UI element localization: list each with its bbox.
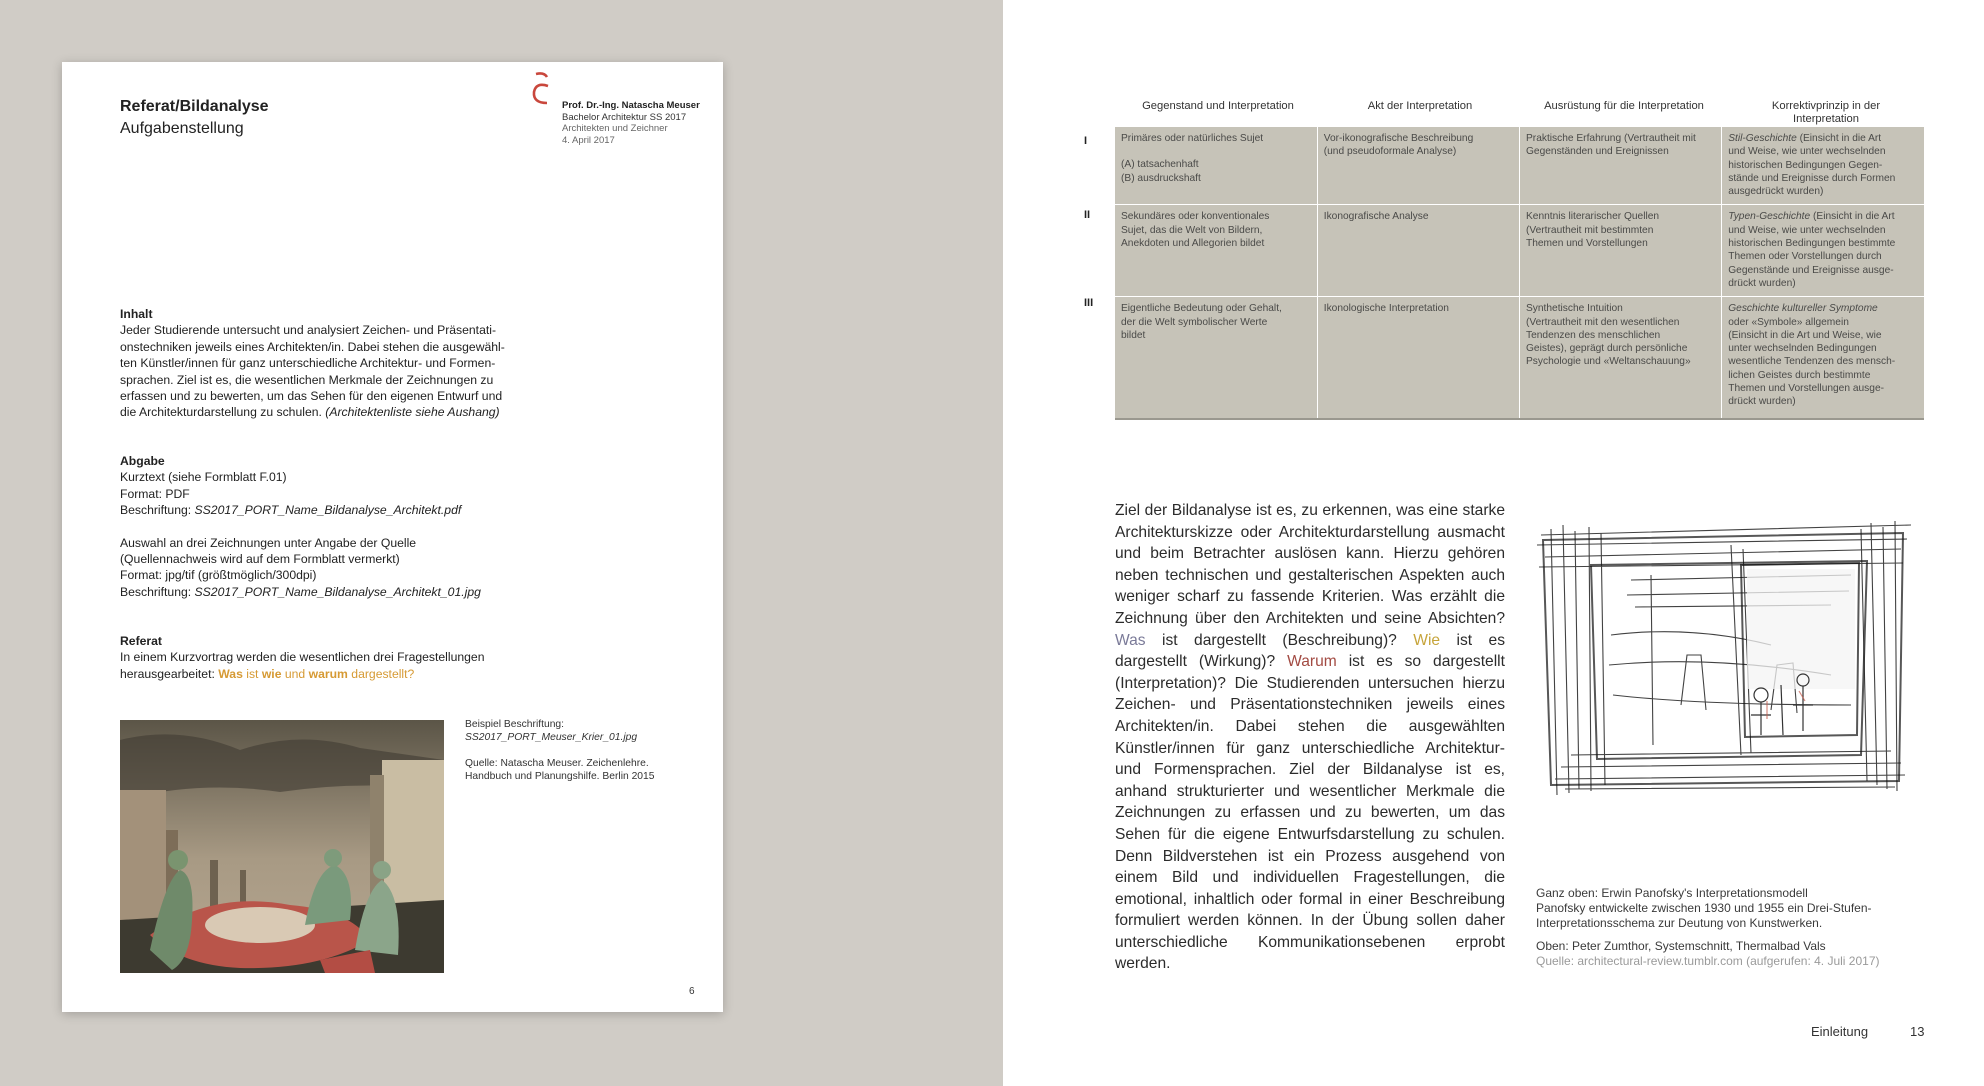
body-text-part: ist dargestellt (Beschreibung)? <box>1162 631 1397 649</box>
table-header <box>1523 100 1725 113</box>
cell-line: (Vertrautheit mit den wesentlichen <box>1526 316 1680 328</box>
keyword-wie: Wie <box>1413 631 1441 649</box>
question-wie: wie <box>261 666 282 681</box>
page-subtitle: Aufgabenstellung <box>120 120 244 137</box>
cell-line: lichen Geistes durch bestimmte <box>1728 369 1871 381</box>
table-header <box>1320 100 1520 113</box>
header-line: Interpretation <box>1793 113 1859 125</box>
cell-line: Geistes), geprägt durch persönliche <box>1526 343 1688 355</box>
example-label: Beispiel Beschriftung: <box>465 719 565 730</box>
table-cell <box>1520 297 1722 419</box>
abgabe-line: Format: PDF <box>120 486 190 501</box>
cell-line: drückt wurden) <box>1728 396 1796 408</box>
inhalt-line: ten Künstler/innen für ganz unterschiedliche Architektur- und Formen- <box>120 356 496 371</box>
cell-line: Vor-ikonografische Beschreibung <box>1323 133 1474 144</box>
figure-caption <box>1536 886 1880 969</box>
cell-line: (Einsicht in die Art <box>1810 211 1895 223</box>
inhalt-line: Jeder Studierende untersucht und analysiert Zeichen- und Präsentati- <box>120 323 497 338</box>
page-title: Referat/Bildanalyse <box>120 98 269 115</box>
keyword-was: Was <box>1115 631 1146 649</box>
cell-line: stände und Ereignisse durch Formen <box>1728 172 1896 184</box>
table-row <box>1115 205 1924 297</box>
abgabe-line: Kurztext (siehe Formblatt F.01) <box>120 470 287 485</box>
section-referat <box>120 633 484 682</box>
cell-term: Geschichte kultureller Symptome <box>1728 303 1878 315</box>
header-line: Ausrüstung für die Interpretation <box>1544 100 1704 112</box>
question-was: Was <box>218 666 243 681</box>
cell-line: Praktische Erfahrung (Vertrautheit mit <box>1526 133 1696 144</box>
cell-line: oder «Symbole» allgemein <box>1728 316 1849 328</box>
header-course: Bachelor Architektur SS 2017 <box>562 111 687 123</box>
cell-line: Synthetische Intuition <box>1526 303 1623 315</box>
table-header <box>1118 100 1318 113</box>
table-cell <box>1722 127 1924 205</box>
cell-line: Sujet, das die Welt von Bildern, <box>1121 224 1263 236</box>
panofsky-table <box>1115 127 1924 420</box>
header-line: Gegenstand und Interpretation <box>1142 100 1294 112</box>
table-cell <box>1722 297 1924 419</box>
cell-line: (und pseudoformale Analyse) <box>1323 146 1457 158</box>
example-painting <box>120 720 444 973</box>
caption-line: Ganz oben: Erwin Panofsky's Interpretationsmodell <box>1536 886 1808 900</box>
header-line: Akt der Interpretation <box>1367 100 1473 112</box>
cell-term: Stil-Geschichte <box>1728 133 1797 144</box>
row-numeral: II <box>1084 209 1091 221</box>
zumthor-sketch <box>1531 505 1913 805</box>
cell-line: Themen und Vorstellungen <box>1526 238 1648 250</box>
cell-line: ausgedrückt wurden) <box>1728 186 1824 198</box>
inhalt-line: sprachen. Ziel ist es, die wesentlichen Merkmale der Zeichnungen zu <box>120 372 494 387</box>
inhalt-heading: Inhalt <box>120 307 153 321</box>
cell-line: Primäres oder natürliches Sujet <box>1121 133 1264 144</box>
caption-source: Quelle: architectural-review.tumblr.com (aufgerufen: 4. Juli 2017) <box>1536 954 1880 968</box>
keyword-warum: Warum <box>1287 653 1337 671</box>
logo-icon <box>530 72 552 108</box>
abgabe-line: (Quellennachweis wird auf dem Formblatt vermerkt) <box>120 552 400 567</box>
referat-line: In einem Kurzvortrag werden die wesentlichen drei Fragestellungen <box>120 650 485 665</box>
cell-line: Ikonologische Interpretation <box>1323 303 1449 315</box>
caption-line: Interpretationsschema zur Deutung von Kunstwerken. <box>1536 916 1823 930</box>
inhalt-line: onstechniken jeweils eines Architekten/in. Dabei stehen die ausgewähl- <box>120 339 505 354</box>
table-cell <box>1115 205 1317 297</box>
cell-line: unter wechselnden Bedingungen <box>1728 343 1877 355</box>
body-text-part: ist es so dargestellt (Interpretation)? Die Studierenden untersuchen hierzu Zeichen- und Präsentationstechniken jeweils eines Architekten/in. Dabei stehen die ausgewählten Künstler/innen für ganz unterschiedliche Architektur- und Formensprachen. Ziel der Bildanalyse ist es, anhand strukturierter und wesentlicher Merkmale die Zeichnungen zu erfassen und zu bewerten, um das Sehen für die eigene Entwurfsdarstellung zu schulen. Denn Bildverstehen ist ein Prozess ausgehend von einem Bild und individuellen Fragestellungen, die emotional, inhaltlich oder formal in einer Beschreibung formuliert werden können. In der Übung sollen daher unterschiedliche Kommunikationsebenen erprobt werden. <box>1115 653 1505 973</box>
document-sheet <box>62 62 723 1012</box>
table-cell <box>1317 127 1519 205</box>
cell-line: (Einsicht in die Art und Weise, wie <box>1728 329 1882 341</box>
body-text-part: Ziel der Bildanalyse ist es, zu erkennen, was eine starke Architekturskizze oder Architekturdarstellung ausmacht und beim Betrachter auslösen kann. Hierzu gehören neben technischen und gestalterischen Aspekten auch weniger scharf zu fassende Kriterien. Was erzählt die Zeichnung über den Architekten und seine Absichten? <box>1115 502 1505 627</box>
header-topic: Architekten und Zeichner <box>562 123 668 134</box>
cell-line: (B) ausdruckshaft <box>1121 172 1201 184</box>
cell-line: drückt wurden) <box>1728 277 1796 289</box>
cell-line: der die Welt symbolischer Werte <box>1121 316 1268 328</box>
table-cell <box>1115 297 1317 419</box>
table-row <box>1115 127 1924 205</box>
example-source: Handbuch und Planungshilfe. Berlin 2015 <box>465 771 655 782</box>
left-page-number: 6 <box>689 986 695 997</box>
table-cell <box>1115 127 1317 205</box>
example-caption <box>465 718 655 783</box>
header-line: Korrektivprinzip in der <box>1771 100 1881 112</box>
abgabe-line: Format: jpg/tif (größtmöglich/300dpi) <box>120 568 317 583</box>
inhalt-note: (Architektenliste siehe Aushang) <box>325 405 500 420</box>
cell-line: Psychologie und «Weltanschauung» <box>1526 356 1691 368</box>
footer-page-number: 13 <box>1910 1024 1925 1039</box>
cell-line: Anekdoten und Allegorien bildet <box>1121 238 1265 250</box>
cell-line: historischen Bedingungen bestimmte <box>1728 238 1896 250</box>
question-warum: warum <box>308 666 348 681</box>
cell-line: Gegenständen und Ereignissen <box>1526 146 1669 158</box>
abgabe-filename: SS2017_PORT_Name_Bildanalyse_Architekt.pdf <box>194 503 462 518</box>
row-numeral: I <box>1084 135 1088 147</box>
body-text-part: ist es dargestellt (Wirkung)? <box>1115 631 1505 671</box>
cell-line: Themen und Vorstellungen ausge- <box>1728 383 1884 395</box>
cell-line: historischen Bedingungen Gegen- <box>1728 159 1883 171</box>
table-cell <box>1520 127 1722 205</box>
example-source: Quelle: Natascha Meuser. Zeichenlehre. <box>465 758 649 769</box>
cell-line: (Einsicht in die Art <box>1796 133 1882 144</box>
cell-line: (Vertrautheit mit bestimmten <box>1526 224 1654 236</box>
cell-line: Tendenzen des menschlichen <box>1526 329 1661 341</box>
question-end: dargestellt? <box>351 666 415 681</box>
abgabe-heading: Abgabe <box>120 454 165 468</box>
cell-line: Eigentliche Bedeutung oder Gehalt, <box>1121 303 1282 315</box>
cell-line: Kenntnis literarischer Quellen <box>1526 211 1660 223</box>
table-cell <box>1722 205 1924 297</box>
abgabe-label: Beschriftung: <box>120 503 192 518</box>
cell-line: Gegenstände und Ereignisse ausge- <box>1728 264 1894 276</box>
inhalt-line: erfassen und zu bewerten, um das Sehen für den eigenen Entwurf und <box>120 389 503 404</box>
table-cell <box>1317 297 1519 419</box>
cell-line: Themen oder Vorstellungen durch <box>1728 251 1882 263</box>
footer-section-label: Einleitung <box>1811 1024 1869 1039</box>
question-ist: ist <box>246 666 259 681</box>
cell-term: Typen-Geschichte <box>1728 211 1811 223</box>
table-cell <box>1317 205 1519 297</box>
section-inhalt <box>120 306 505 421</box>
body-paragraph <box>1115 500 1505 975</box>
cell-line: (A) tatsachenhaft <box>1121 159 1199 171</box>
cell-line: wesentliche Tendenzen des mensch- <box>1728 356 1896 368</box>
row-numeral: III <box>1084 297 1094 309</box>
cell-line: und Weise, wie unter wechselnden <box>1728 224 1886 236</box>
caption-line: Panofsky entwickelte zwischen 1930 und 1955 ein Drei-Stufen- <box>1536 901 1872 915</box>
table-header <box>1725 100 1927 126</box>
abgabe-line: Auswahl an drei Zeichnungen unter Angabe der Quelle <box>120 535 417 550</box>
header-author: Prof. Dr.-Ing. Natascha Meuser <box>562 100 700 111</box>
cell-line: Sekundäres oder konventionales <box>1121 211 1270 223</box>
table-row <box>1115 297 1924 419</box>
cell-line: bildet <box>1121 329 1146 341</box>
example-filename: SS2017_PORT_Meuser_Krier_01.jpg <box>465 732 638 743</box>
abgabe-label: Beschriftung: <box>120 584 192 599</box>
table-cell <box>1520 205 1722 297</box>
abgabe-filename: SS2017_PORT_Name_Bildanalyse_Architekt_01.jpg <box>194 584 481 599</box>
referat-line: herausgearbeitet: <box>120 666 215 681</box>
question-und: und <box>284 666 306 681</box>
inhalt-line: die Architekturdarstellung zu schulen. <box>120 405 322 420</box>
header-date: 4. April 2017 <box>562 134 615 146</box>
referat-heading: Referat <box>120 634 162 648</box>
section-abgabe <box>120 453 481 600</box>
caption-line: Oben: Peter Zumthor, Systemschnitt, Thermalbad Vals <box>1536 939 1826 953</box>
cell-line: Ikonografische Analyse <box>1323 211 1429 223</box>
cell-line: und Weise, wie unter wechselnden <box>1728 146 1886 158</box>
document-header <box>562 100 700 146</box>
